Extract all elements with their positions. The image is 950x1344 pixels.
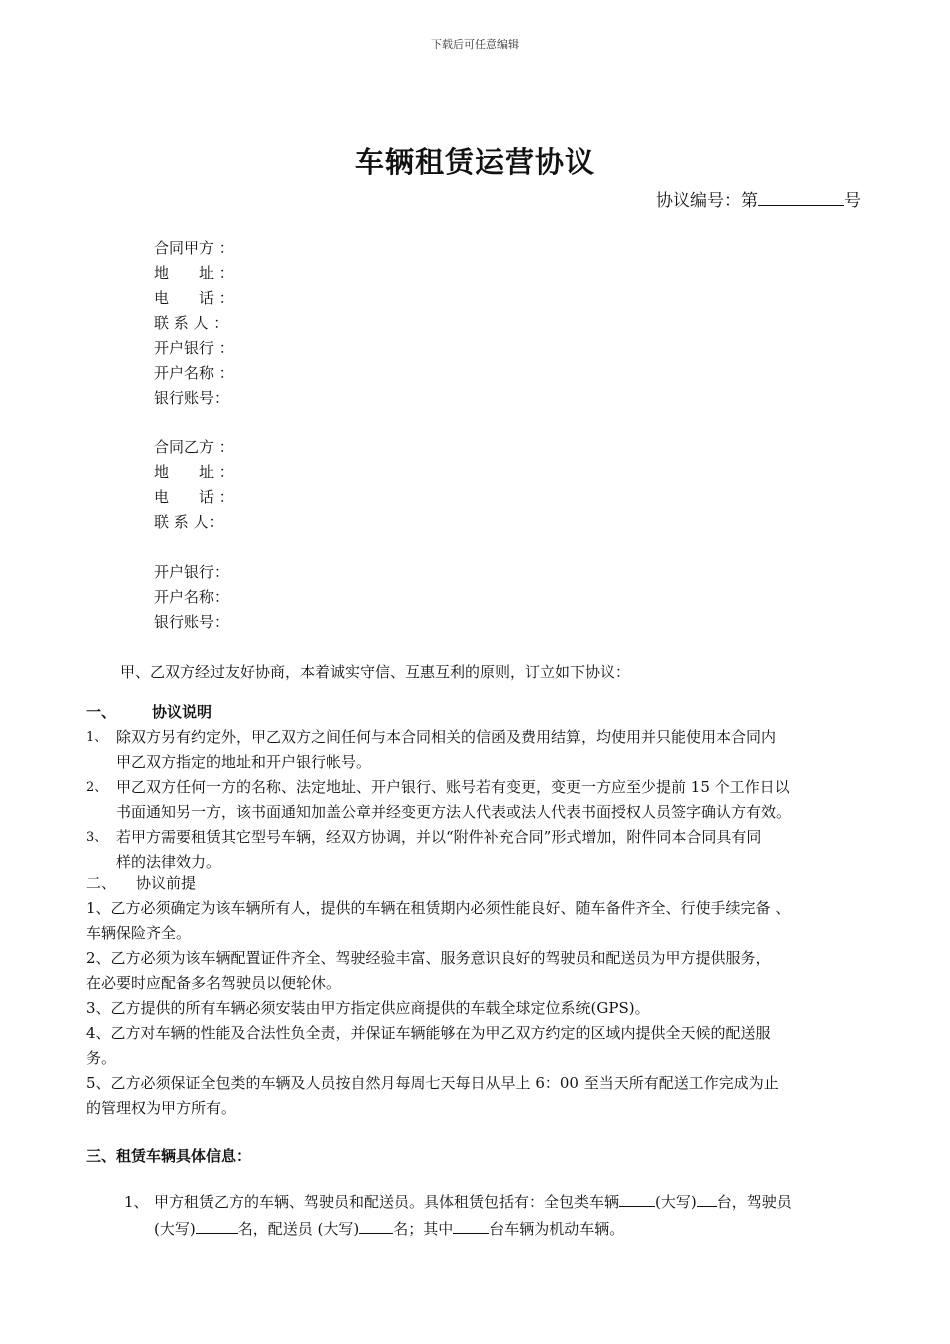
mobile-vehicle-count-blank[interactable] — [453, 1217, 489, 1234]
agreement-number-blank[interactable] — [758, 189, 844, 206]
delivery-staff-count-blank[interactable] — [359, 1217, 393, 1234]
item-text: 甲方租赁乙方的车辆、驾驶员和配送员。具体租赁包括有：全包类车辆 — [154, 1193, 620, 1211]
vehicle-count-blank[interactable] — [619, 1190, 655, 1207]
intro-paragraph: 甲、乙双方经过友好协商，本着诚实守信、互惠互利的原则，订立如下协议： — [120, 663, 631, 681]
section-3 — [86, 1144, 876, 1169]
party-b-bank-info — [154, 560, 229, 635]
party-a-account-name-label: 开户名称 ： — [154, 364, 234, 382]
item-text: 名；其中 — [393, 1220, 454, 1238]
section-2-line: 务。 — [86, 1049, 117, 1067]
party-b-account-number-label: 银行账号： — [154, 613, 230, 631]
section-2-line: 1、乙方必须确定为该车辆所有人，提供的车辆在租赁期内必须性能良好、随车备件齐全、行使手续完备 、 — [86, 899, 791, 917]
item-line: 书面通知另一方，该书面通知加盖公章并经变更方法人代表或法人代表书面授权人员签字确认方有效。 — [116, 803, 792, 821]
section-2 — [86, 871, 876, 1121]
item-number: 2、 — [86, 780, 108, 795]
item-text: 台，驾驶员 — [716, 1193, 792, 1211]
item-line: 除双方另有约定外，甲乙双方之间任何与本合同相关的信函及费用结算，均使用并只能使用本合同内 — [116, 728, 777, 746]
party-a-contact-label: 联 系 人 ： — [154, 314, 229, 332]
section-2-line: 车辆保险齐全。 — [86, 924, 192, 942]
item-text: 台车辆为机动车辆。 — [489, 1220, 625, 1238]
section-2-line: 3、乙方提供的所有车辆必须安装由甲方指定供应商提供的车载全球定位系统(GPS)。 — [86, 999, 650, 1017]
section-1-heading — [86, 700, 876, 725]
item-text: (大写) — [655, 1193, 697, 1211]
section-1-number: 一、 — [86, 703, 117, 721]
party-b-info — [154, 435, 234, 535]
section-1 — [86, 700, 876, 875]
agreement-number — [656, 186, 861, 211]
party-b-account-name-label: 开户名称： — [154, 588, 230, 606]
section-2-heading — [86, 871, 876, 896]
section-1-item — [86, 725, 876, 775]
section-2-line: 在必要时应配备多名驾驶员以便轮休。 — [86, 974, 342, 992]
party-b-contact-label: 联 系 人： — [154, 513, 224, 531]
driver-count-blank[interactable] — [196, 1217, 238, 1234]
party-a-address-label: 地 址 ： — [154, 264, 234, 282]
section-3-item — [124, 1189, 864, 1243]
item-line: 甲乙双方任何一方的名称、法定地址、开户银行、账号若有变更，变更一方应至少提前 15 个工作日以 — [116, 778, 790, 796]
header-note: 下载后可任意编辑 — [431, 38, 519, 51]
agreement-number-prefix: 协议编号：第 — [656, 191, 758, 211]
party-b-name-label: 合同乙方 ： — [154, 438, 234, 456]
item-number: 3、 — [86, 830, 108, 845]
section-1-item — [86, 825, 876, 875]
party-b-address-label: 地 址 ： — [154, 463, 234, 481]
section-2-line: 的管理权为甲方所有。 — [86, 1099, 237, 1117]
item-text: 名，配送员 (大写) — [237, 1220, 360, 1238]
section-1-item — [86, 775, 876, 825]
vehicle-count-uppercase-blank[interactable] — [697, 1190, 717, 1207]
party-a-account-number-label: 银行账号： — [154, 389, 230, 407]
item-line: 甲乙双方指定的地址和开户银行帐号。 — [116, 753, 372, 771]
item-line: 若甲方需要租赁其它型号车辆，经双方协调，并以“附件补充合同”形式增加，附件同本合同具有同 — [116, 828, 762, 846]
section-3-item-line-2 — [124, 1216, 864, 1243]
item-number: 1、 — [124, 1193, 149, 1211]
item-line: 样的法律效力。 — [116, 853, 222, 871]
party-a-name-label: 合同甲方 ： — [154, 239, 234, 257]
section-2-line: 5、乙方必须保证全包类的车辆及人员按自然月每周七天每日从早上 6：00 至当天所有配送工作完成为止 — [86, 1074, 779, 1092]
section-1-title: 协议说明 — [152, 703, 213, 721]
item-number: 1、 — [86, 730, 108, 745]
section-3-item-line-1 — [124, 1189, 864, 1216]
document-title: 车辆租赁运营协议 — [354, 145, 595, 179]
party-a-bank-label: 开户银行 ： — [154, 339, 234, 357]
section-2-title: 协议前提 — [136, 874, 197, 892]
party-b-phone-label: 电 话 ： — [154, 488, 234, 506]
section-2-number: 二、 — [86, 874, 117, 892]
section-2-line: 4、乙方对车辆的性能及合法性负全责，并保证车辆能够在为甲乙双方约定的区域内提供全天候的配送服 — [86, 1024, 771, 1042]
party-b-bank-label: 开户银行： — [154, 563, 230, 581]
section-2-line: 2、乙方必须为该车辆配置证件齐全、驾驶经验丰富、服务意识良好的驾驶员和配送员为甲方提供服务， — [86, 949, 771, 967]
section-3-heading: 三、租赁车辆具体信息： — [86, 1147, 252, 1165]
party-a-phone-label: 电 话 ： — [154, 289, 234, 307]
party-a-info — [154, 236, 234, 411]
item-text: (大写) — [154, 1220, 196, 1238]
agreement-number-suffix: 号 — [844, 191, 861, 211]
